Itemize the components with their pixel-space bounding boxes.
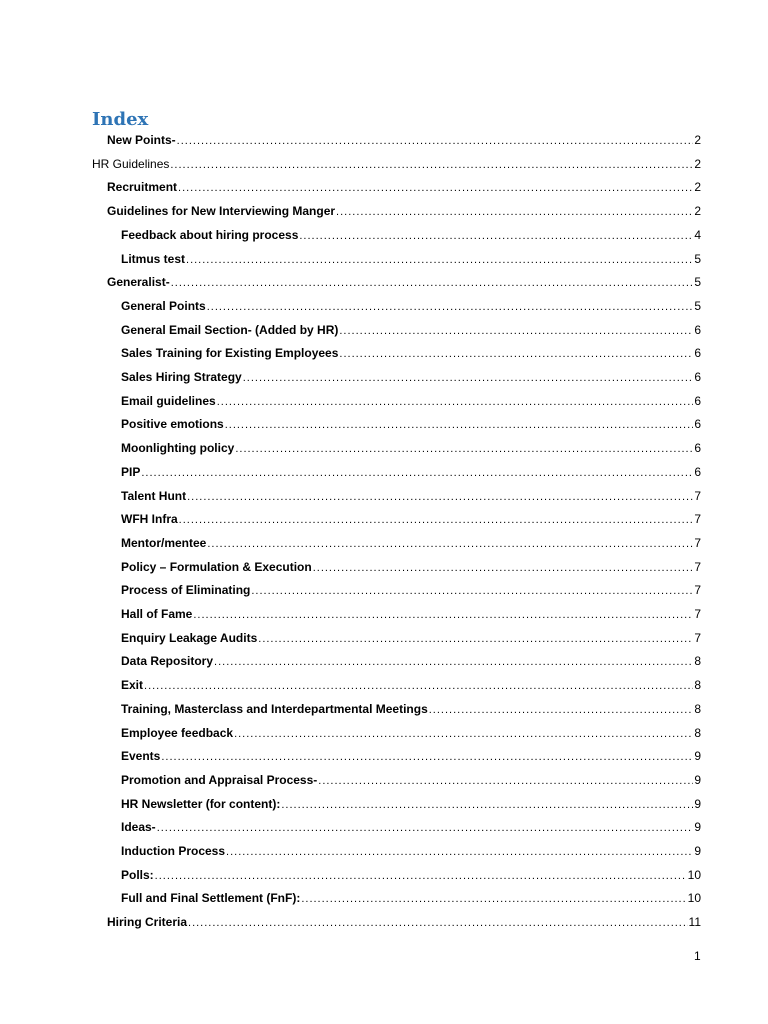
toc-entry[interactable] bbox=[121, 865, 701, 885]
toc-entry[interactable] bbox=[121, 651, 701, 671]
toc-entry-page-number: 8 bbox=[694, 725, 701, 740]
toc-dot-leader bbox=[178, 178, 693, 197]
toc-entry-title: Talent Hunt bbox=[121, 488, 187, 503]
toc-dot-leader bbox=[188, 913, 688, 932]
toc-entry[interactable] bbox=[107, 130, 701, 150]
toc-entry-title: Ideas- bbox=[121, 820, 156, 835]
toc-entry[interactable] bbox=[121, 557, 701, 577]
toc-entry-page-number: 7 bbox=[694, 559, 701, 574]
toc-entry-page-number: 6 bbox=[694, 346, 701, 361]
toc-dot-leader bbox=[177, 131, 694, 150]
toc-entry[interactable] bbox=[121, 888, 701, 908]
toc-entry[interactable] bbox=[121, 746, 701, 766]
toc-entry-title: Positive emotions bbox=[121, 417, 224, 432]
toc-entry[interactable] bbox=[121, 414, 701, 434]
toc-entry-title: New Points- bbox=[107, 133, 176, 147]
toc-entry[interactable] bbox=[121, 723, 701, 743]
toc-entry[interactable] bbox=[121, 509, 701, 529]
toc-dot-leader bbox=[217, 392, 694, 411]
toc-entry-title: Training, Masterclass and Interdepartmental Meetings bbox=[121, 701, 428, 716]
toc-entry-title: Email guidelines bbox=[121, 393, 216, 408]
toc-entry[interactable] bbox=[121, 391, 701, 411]
toc-entry-title: Guidelines for New Interviewing Manger bbox=[107, 204, 336, 219]
toc-entry-page-number: 6 bbox=[694, 417, 701, 432]
toc-dot-leader bbox=[336, 202, 693, 221]
toc-entry-page-number: 7 bbox=[694, 512, 701, 527]
toc-dot-leader bbox=[313, 558, 694, 577]
toc-entry-title: Litmus test bbox=[121, 251, 186, 266]
toc-entry-page-number: 2 bbox=[694, 133, 701, 147]
toc-dot-leader bbox=[207, 534, 693, 553]
toc-entry[interactable] bbox=[107, 912, 701, 932]
toc-dot-leader bbox=[161, 747, 693, 766]
toc-dot-leader bbox=[318, 771, 693, 790]
toc-dot-leader bbox=[429, 700, 694, 719]
toc-entry-title: Full and Final Settlement (FnF): bbox=[121, 891, 301, 906]
toc-entry[interactable] bbox=[121, 794, 701, 814]
toc-entry-page-number: 8 bbox=[694, 678, 701, 693]
toc-entry-page-number: 5 bbox=[694, 298, 701, 313]
toc-dot-leader bbox=[301, 889, 686, 908]
toc-dot-leader bbox=[235, 439, 693, 458]
toc-entry-title: Moonlighting policy bbox=[121, 441, 235, 456]
toc-entry-title: Exit bbox=[121, 678, 144, 693]
toc-dot-leader bbox=[193, 605, 693, 624]
page-number: 1 bbox=[694, 949, 701, 963]
toc-entry[interactable] bbox=[121, 533, 701, 553]
toc-entry-title: Promotion and Appraisal Process- bbox=[121, 772, 318, 787]
toc-entry-title: Recruitment bbox=[107, 180, 178, 195]
toc-dot-leader bbox=[243, 368, 694, 387]
toc-entry-title: General Email Section- (Added by HR) bbox=[121, 322, 339, 337]
toc-entry-page-number: 4 bbox=[694, 227, 701, 242]
toc-dot-leader bbox=[179, 510, 694, 529]
toc-entry[interactable] bbox=[121, 343, 701, 363]
toc-entry[interactable] bbox=[121, 580, 701, 600]
toc-dot-leader bbox=[170, 155, 693, 174]
toc-entry[interactable] bbox=[121, 438, 701, 458]
toc-entry-page-number: 9 bbox=[694, 820, 701, 835]
toc-entry-page-number: 5 bbox=[694, 251, 701, 266]
toc-entry-page-number: 9 bbox=[694, 749, 701, 764]
toc-entry-title: Feedback about hiring process bbox=[121, 227, 299, 242]
toc-entry[interactable] bbox=[121, 367, 701, 387]
toc-entry-title: HR Newsletter (for content): bbox=[121, 796, 281, 811]
toc-entry-title: Process of Eliminating bbox=[121, 583, 251, 598]
toc-entry-page-number: 7 bbox=[694, 583, 701, 598]
toc-entry[interactable] bbox=[121, 817, 701, 837]
toc-entry-page-number: 9 bbox=[694, 772, 701, 787]
toc-dot-leader bbox=[141, 463, 693, 482]
toc-entry[interactable] bbox=[121, 249, 701, 269]
toc-entry-page-number: 7 bbox=[694, 630, 701, 645]
toc-entry-page-number: 2 bbox=[694, 156, 701, 171]
toc-entry-page-number: 7 bbox=[694, 488, 701, 503]
toc-entry-title: Sales Hiring Strategy bbox=[121, 370, 242, 384]
toc-dot-leader bbox=[258, 629, 693, 648]
toc-entry-title: Policy – Formulation & Execution bbox=[121, 559, 312, 574]
toc-entry-title: WFH Infra bbox=[121, 512, 178, 527]
toc-entry[interactable] bbox=[121, 486, 701, 506]
toc-entry[interactable] bbox=[92, 154, 701, 174]
toc-dot-leader bbox=[225, 415, 694, 434]
toc-entry-title: Polls: bbox=[121, 867, 154, 882]
toc-dot-leader bbox=[155, 866, 687, 885]
toc-dot-leader bbox=[144, 676, 693, 695]
toc-entry-title: HR Guidelines bbox=[92, 156, 170, 171]
toc-dot-leader bbox=[281, 795, 693, 814]
toc-entry[interactable] bbox=[121, 675, 701, 695]
toc-entry-page-number: 6 bbox=[694, 441, 701, 456]
toc-entry[interactable] bbox=[121, 628, 701, 648]
toc-entry-page-number: 2 bbox=[694, 180, 701, 195]
toc-dot-leader bbox=[157, 818, 694, 837]
toc-dot-leader bbox=[251, 581, 693, 600]
toc-entry-page-number: 6 bbox=[694, 464, 701, 479]
toc-entry-page-number: 6 bbox=[694, 393, 701, 408]
toc-entry-title: Generalist- bbox=[107, 275, 170, 290]
toc-entry-page-number: 8 bbox=[694, 701, 701, 716]
toc-entry-page-number: 8 bbox=[694, 654, 701, 669]
toc-entry-title: Employee feedback bbox=[121, 725, 234, 740]
toc-entry-page-number: 2 bbox=[694, 204, 701, 219]
toc-entry-page-number: 9 bbox=[694, 844, 701, 858]
toc-entry-page-number: 6 bbox=[694, 322, 701, 337]
toc-heading: Index bbox=[92, 109, 149, 130]
toc-dot-leader bbox=[339, 344, 693, 363]
toc-entry[interactable] bbox=[107, 201, 701, 221]
toc-dot-leader bbox=[187, 487, 693, 506]
toc-entry-title: PIP bbox=[121, 464, 141, 479]
toc-entry-page-number: 7 bbox=[694, 607, 701, 621]
toc-entry-page-number: 10 bbox=[687, 891, 701, 906]
toc-entry[interactable] bbox=[107, 272, 701, 292]
toc-entry[interactable] bbox=[121, 770, 701, 790]
toc-entry-page-number: 6 bbox=[694, 370, 701, 384]
toc-entry[interactable] bbox=[121, 462, 701, 482]
toc-entry-title: General Points bbox=[121, 298, 206, 313]
toc-dot-leader bbox=[226, 842, 693, 861]
toc-entry-page-number: 7 bbox=[694, 535, 701, 550]
toc-entry-title: Mentor/mentee bbox=[121, 535, 207, 550]
toc-entry-title: Hiring Criteria bbox=[107, 915, 188, 930]
toc-entry[interactable] bbox=[121, 604, 701, 624]
toc-entry-page-number: 10 bbox=[687, 867, 701, 882]
toc-dot-leader bbox=[207, 297, 694, 316]
toc-entry-title: Induction Process bbox=[121, 844, 226, 858]
toc-entry[interactable] bbox=[121, 841, 701, 861]
toc-entry-title: Enquiry Leakage Audits bbox=[121, 630, 258, 645]
toc-entry[interactable] bbox=[121, 699, 701, 719]
toc-entry-title: Hall of Fame bbox=[121, 607, 193, 621]
toc-entry-title: Events bbox=[121, 749, 161, 764]
toc-entry-title: Data Repository bbox=[121, 654, 214, 669]
toc-entry[interactable] bbox=[121, 320, 701, 340]
toc-dot-leader bbox=[171, 273, 694, 292]
toc-dot-leader bbox=[339, 321, 693, 340]
toc-entry-page-number: 5 bbox=[694, 275, 701, 290]
toc-entry-page-number: 9 bbox=[694, 796, 701, 811]
toc-entry[interactable] bbox=[121, 225, 701, 245]
toc-dot-leader bbox=[186, 250, 693, 269]
toc-dot-leader bbox=[234, 724, 693, 743]
toc-entry-title: Sales Training for Existing Employees bbox=[121, 346, 339, 361]
toc-entry-page-number: 11 bbox=[688, 915, 701, 930]
toc-dot-leader bbox=[299, 226, 693, 245]
toc-entry[interactable] bbox=[107, 177, 701, 197]
toc-dot-leader bbox=[214, 652, 693, 671]
toc-entry[interactable] bbox=[121, 296, 701, 316]
